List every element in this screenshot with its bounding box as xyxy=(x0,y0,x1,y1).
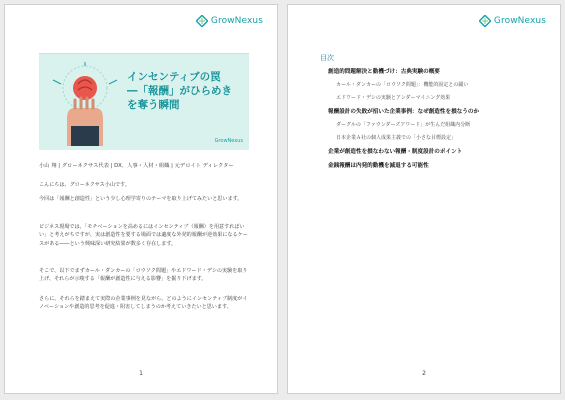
table-of-contents xyxy=(322,67,542,175)
toc-heading[interactable]: 企業が創造性を損なわない報酬・制度設計のポイント xyxy=(328,149,463,155)
paragraph-1: こんにちは、グローネクサス小山です。 xyxy=(39,182,130,188)
toc-subitem[interactable]: ダーグルの「ファウンダーズアワード」が生んだ組織内分断 xyxy=(336,122,471,128)
brand-logo xyxy=(479,15,546,27)
author-line: 小山 翔 | グローネクサス代表 | DX、人事・人材・組織 | 元デロイト ディレクター xyxy=(39,163,234,169)
page-number: 2 xyxy=(422,370,426,377)
toc-title: 目次 xyxy=(320,54,334,62)
paragraph-5: さらに、それらを踏まえて実際の企業事例を見ながら、どのようにインセンティブ制度がイノベーションや創造的思考を促進・阻害してしまうのか考えていきたいと思います。 xyxy=(39,296,248,311)
document-page-2 xyxy=(287,4,561,394)
brand-logo xyxy=(196,15,263,27)
grownexus-logo-icon xyxy=(196,15,208,27)
toc-subitem[interactable]: エドワード・デシの実験とアンダーマイニング効果 xyxy=(336,95,451,101)
brand-name: GrowNexus xyxy=(210,16,263,26)
brain-hand-illustration xyxy=(45,62,125,146)
banner-brand-name: GrowNexus xyxy=(214,138,243,144)
page-number: 1 xyxy=(139,370,143,377)
cover-title: インセンティブの罠 ―「報酬」がひらめき を奪う瞬間 xyxy=(127,71,232,111)
toc-subitem[interactable]: カール・ダンカーの「ロウソク問題」：機能的固定との闘い xyxy=(336,82,469,88)
toc-heading[interactable]: 創造的問題解決と動機づけ：古典実験の概要 xyxy=(328,69,440,75)
brand-name: GrowNexus xyxy=(493,16,546,26)
paragraph-4: そこで、以下でまずカール・ダンカーの「ロウソク問題」やエドワード・デシの実験を取り上げ、それらが示唆する「報酬が創造性に与える影響」を掘り下げます。 xyxy=(39,268,248,283)
grownexus-logo-icon xyxy=(479,15,491,27)
cover-banner xyxy=(39,53,249,150)
toc-subitem[interactable]: 日本企業Ａ社の個人成果主義での「小さな目標設定」 xyxy=(336,135,457,141)
paragraph-2: 今回は「報酬と創造性」という少し心理学寄りのテーマを取り上げてみたいと思います。 xyxy=(39,196,243,202)
paragraph-3: ビジネス現場では、「モチベーションを高めるにはインセンティブ（報酬）を用意すればいい」と考えがちですが、実は創造性を要する場面では適度な外発的報酬が逆効果になるケースがある――という興味深い研究結果が数多く存在します。 xyxy=(39,224,248,247)
toc-heading[interactable]: 報酬設計の失敗が招いた企業事例：なぜ創造性を損なうのか xyxy=(328,109,480,115)
toc-heading[interactable]: 金銭報酬は内発的動機を減退する可能性 xyxy=(328,163,429,169)
document-page-1 xyxy=(4,4,278,394)
